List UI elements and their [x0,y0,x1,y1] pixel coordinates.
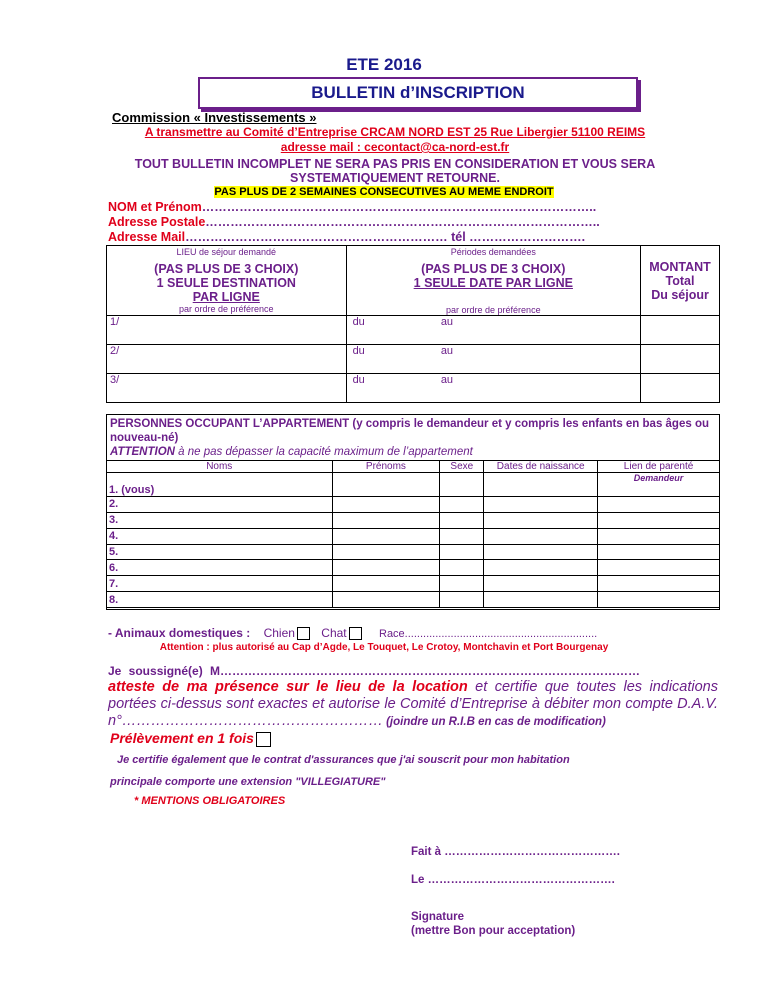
person-row-label[interactable]: 2. [107,497,333,513]
pets-label: - Animaux domestiques : [108,626,251,640]
mail-dots: ……………………………………………………… tél ………………………. [185,230,586,244]
person-cell[interactable] [598,576,720,592]
person-cell[interactable] [598,592,720,608]
stay-row-destination[interactable] [107,374,347,403]
person-cell[interactable] [484,544,598,560]
relation-demandeur: Demandeur [598,473,720,497]
person-cell[interactable] [484,528,598,544]
address-label: Adresse Postale [108,215,206,229]
person-cell[interactable] [484,512,598,528]
person-row-label[interactable]: 8. [107,592,333,608]
address-field[interactable] [108,215,600,229]
amount-a: MONTANT [649,259,711,274]
person-cell[interactable] [440,528,484,544]
person-row-label[interactable]: 1. (vous) [107,473,333,497]
stay-row-period[interactable] [346,316,640,345]
dog-label: Chien [263,626,295,640]
prelevement-label: Prélèvement en 1 fois [110,730,254,746]
cat-label: Chat [321,626,347,640]
mail-field[interactable] [108,230,585,244]
stay-amount-header [641,246,720,316]
person-cell[interactable] [440,473,484,497]
col-header: Lien de parenté [598,461,720,473]
au-label: au [440,345,454,357]
stay-destination-header [107,246,347,316]
person-cell[interactable] [484,473,598,497]
signature-label: Signature [411,911,465,923]
person-cell[interactable] [598,512,720,528]
mandatory-note: * MENTIONS OBLIGATOIRES [134,795,286,807]
prelevement-line [110,730,273,747]
person-row-label[interactable]: 7. [107,576,333,592]
du-label: du [352,374,365,386]
mail-label: Adresse Mail [108,230,186,244]
dog-checkbox[interactable] [297,627,310,640]
incomplete-notice-part: TOUT BULLETIN [134,157,234,171]
person-cell[interactable] [332,592,440,608]
commission-label: Commission « Investissements » [112,110,317,125]
amount-b: Total [665,273,695,288]
stay-row-period[interactable] [346,345,640,374]
row-number: 3/ [110,374,120,386]
stay-row-amount[interactable] [641,316,720,345]
attention-line [110,446,473,458]
stay-row-destination[interactable] [107,316,347,345]
race-field[interactable]: Race............................................................... [379,628,598,640]
mail-line: adresse mail : cecontact@ca-nord-est.fr [280,140,510,154]
person-cell[interactable] [484,497,598,513]
incomplete-notice [100,157,690,171]
person-cell[interactable] [598,528,720,544]
du-label: du [352,316,365,328]
person-cell[interactable] [332,512,440,528]
row-number: 2/ [110,345,120,357]
destination-top: LIEU de séjour demandé [176,247,277,257]
certify-line-2: principale comporte une extension "VILLEGIATURE" [110,776,386,788]
col-header: Noms [107,461,333,473]
period-b: 1 SEULE DATE PAR LIGNE [413,276,573,290]
person-cell[interactable] [332,576,440,592]
persons-heading: PERSONNES OCCUPANT L’APPARTEMENT (y compris le demandeur et y compris les enfants en bas âges ou nouveau-né) [110,418,709,444]
name-label: NOM et Prénom [108,200,202,214]
person-cell[interactable] [598,544,720,560]
period-bottom: par ordre de préférence [446,305,541,315]
period-a: (PAS PLUS DE 3 CHOIX) [421,262,566,276]
attest-rest: et certifie que toutes les indications portées ci-dessus sont exactes et autorise le Comité d’Entreprise à débiter mon compte D.A.V. n°……………………………………………… [108,679,718,729]
person-cell[interactable] [484,576,598,592]
incomplete-notice-part: INCOMPLET NE SERA PAS PRIS EN CONSIDERATION ET VOUS SERA [237,157,656,171]
attention-text: à ne pas dépasser la capacité maximum de l’appartement [174,446,473,458]
person-cell[interactable] [598,560,720,576]
person-cell[interactable] [332,560,440,576]
attention-label: ATTENTION [110,446,175,458]
row-number: 1/ [110,316,120,328]
prelevement-checkbox[interactable] [256,732,271,747]
destination-c: PAR LIGNE [192,290,260,304]
stay-table [106,245,720,403]
fait-field[interactable]: Fait à ………………………………………. [411,846,620,858]
person-row-label[interactable]: 6. [107,560,333,576]
col-header: Prénoms [332,461,440,473]
rib-note: (joindre un R.I.B en cas de modification) [382,716,606,728]
undersigned-line[interactable]: Je soussigné(e) M…………………………………………………………………………………………… [108,664,641,678]
person-cell[interactable] [440,576,484,592]
person-cell[interactable] [440,497,484,513]
col-header: Dates de naissance [484,461,598,473]
name-field[interactable] [108,200,596,214]
pets-notice: Attention : plus autorisé au Cap d’Agde, Le Touquet, Le Crotoy, Montchavin et Port Bourgenay [159,642,609,653]
address-dots: ………………………………………………………………………………….. [205,215,600,229]
person-row-label[interactable]: 3. [107,512,333,528]
au-label: au [440,374,454,386]
max-weeks-notice [0,186,768,198]
amount-c: Du séjour [651,287,709,302]
max-weeks-text: PAS PLUS DE 2 SEMAINES CONSECUTIVES AU MEME ENDROIT [214,186,554,198]
form-title: BULLETIN d’INSCRIPTION [198,77,638,109]
person-cell[interactable] [440,560,484,576]
stay-period-header [346,246,640,316]
attest-red: atteste de ma présence sur le lieu de la location [108,679,468,695]
cat-checkbox[interactable] [349,627,362,640]
person-cell[interactable] [484,592,598,608]
person-row-label[interactable]: 4. [107,528,333,544]
destination-a: (PAS PLUS DE 3 CHOIX) [154,262,299,276]
season-title: ETE 2016 [346,55,422,74]
pets-line [108,626,597,640]
date-field[interactable]: Le …………………………………………. [411,874,615,886]
person-cell[interactable] [440,544,484,560]
col-header: Sexe [440,461,484,473]
person-cell[interactable] [598,497,720,513]
incomplete-notice-2: SYSTEMATIQUEMENT RETOURNE. [290,171,500,185]
name-dots: ………………………………………………………………………………….. [201,200,597,214]
person-cell[interactable] [484,560,598,576]
destination-bottom: par ordre de préférence [179,304,274,314]
signature-note: (mettre Bon pour acceptation) [411,925,576,937]
period-top: Périodes demandées [450,247,536,257]
person-cell[interactable] [440,592,484,608]
person-cell[interactable] [332,497,440,513]
transmit-line: A transmettre au Comité d’Entreprise CRCAM NORD EST 25 Rue Libergier 51100 REIMS [144,125,646,139]
stay-row-amount[interactable] [641,374,720,403]
person-cell[interactable] [332,544,440,560]
stay-row-destination[interactable] [107,345,347,374]
person-cell[interactable] [440,512,484,528]
persons-table [106,460,720,608]
person-cell[interactable] [332,528,440,544]
au-label: au [440,316,454,328]
du-label: du [352,345,365,357]
destination-b: 1 SEULE DESTINATION [156,276,296,290]
stay-row-period[interactable] [346,374,640,403]
attest-paragraph [108,679,718,731]
certify-line-1: Je certifie également que le contrat d'assurances que j'ai souscrit pour mon habitation [117,754,570,766]
person-row-label[interactable]: 5. [107,544,333,560]
person-cell[interactable] [332,473,440,497]
stay-row-amount[interactable] [641,345,720,374]
